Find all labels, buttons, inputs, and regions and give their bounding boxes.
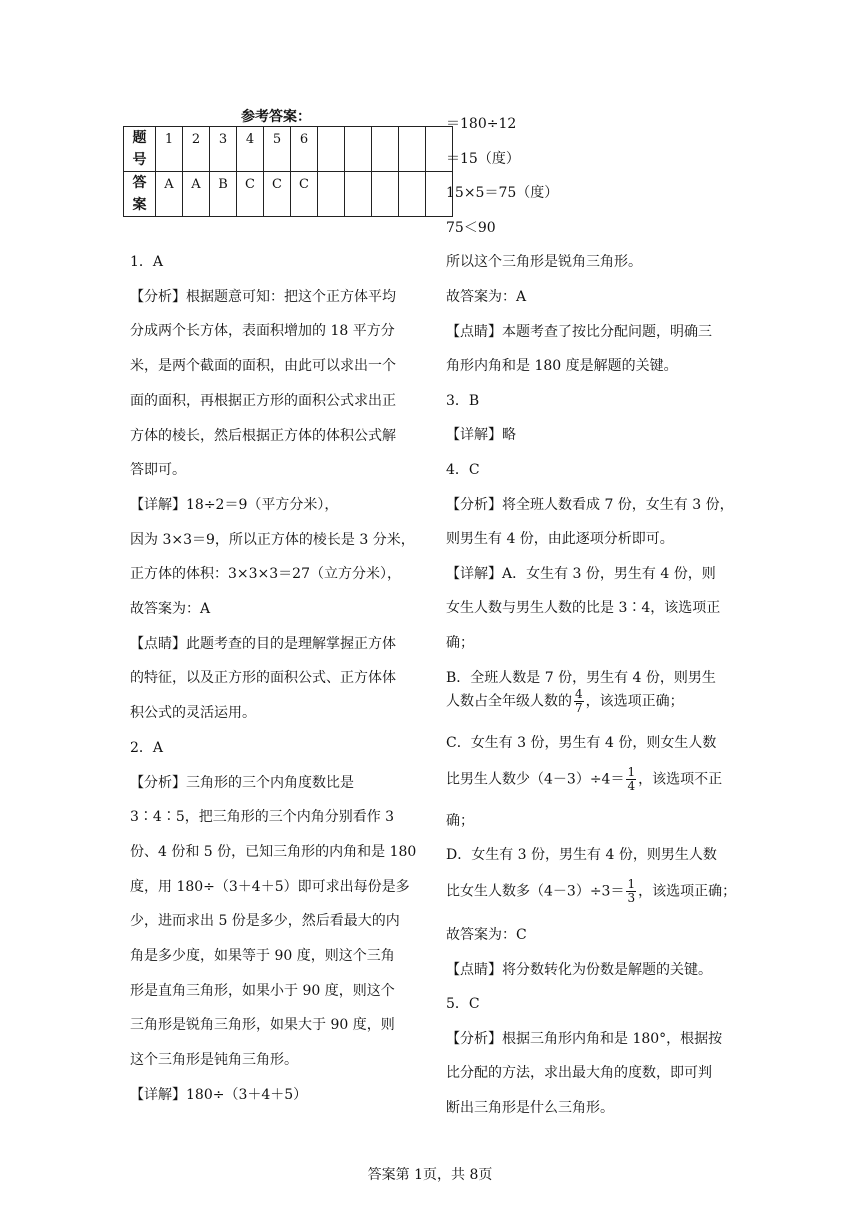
text-line: 【详解】A．女生有 3 份，男生有 4 份，则: [446, 565, 716, 582]
text-line: 【详解】略: [446, 427, 516, 444]
text-line-d1: D．女生有 3 份，男生有 4 份，则男生人数: [446, 847, 717, 863]
table-cell: [399, 172, 426, 217]
text-line: 断出三角形是什么三角形。: [446, 1100, 614, 1116]
table-cell: 2: [183, 127, 210, 172]
table-cell: C: [264, 172, 291, 217]
text-line: ＝15（度）: [446, 150, 520, 167]
header-number: 题 号: [124, 127, 156, 172]
text-line: 故答案为：C: [446, 927, 527, 943]
text-line: 所以这个三角形是锐角三角形。: [446, 254, 642, 271]
text-line-c1: C．女生有 3 份，男生有 4 份，则女生人数: [446, 735, 717, 751]
text-line: 15×5＝75（度）: [446, 185, 559, 202]
text-line: 则男生有 4 份，由此逐项分析即可。: [446, 531, 674, 548]
table-cell: 4: [237, 127, 264, 172]
text-line: 确；: [446, 635, 474, 651]
text-line: 因为 3×3＝9，所以正方体的棱长是 3 分米，: [130, 531, 415, 548]
table-cell: [345, 172, 372, 217]
text-line: 份、4 份和 5 份，已知三角形的内角和是 180: [130, 843, 417, 860]
table-cell: A: [156, 172, 183, 217]
text-line: 分成两个长方体，表面积增加的 18 平方分: [130, 323, 395, 340]
text-line: 三角形是锐角三角形，如果大于 90 度，则: [130, 1017, 395, 1034]
text-line: 故答案为：A: [446, 289, 527, 305]
text-line: 的特征，以及正方形的面积公式、正方体体: [130, 670, 396, 687]
table-cell: B: [210, 172, 237, 217]
text-line: 【点睛】此题考查的目的是理解掌握正方体: [130, 635, 396, 652]
text-line: 度，用 180÷（3＋4＋5）即可求出每份是多: [130, 878, 410, 895]
text-line: 这个三角形是钝角三角形。: [130, 1052, 298, 1069]
text-line: 4．C: [446, 462, 480, 478]
text-line: 比分配的方法，求出最大角的度数，即可判: [446, 1065, 712, 1082]
text-line: B．全班人数是 7 份，男生有 4 份，则男生: [446, 669, 716, 686]
table-cell: [318, 172, 345, 217]
text-line: 方体的棱长，然后根据正方体的体积公式解: [130, 427, 396, 444]
text-line: 【分析】将全班人数看成 7 份，女生有 3 份，: [446, 496, 734, 513]
text-line: 故答案为：A: [130, 601, 211, 617]
page-footer: 答案第 1页，共 8页: [367, 1167, 493, 1183]
text-line: 1．A: [130, 254, 164, 270]
table-cell: 3: [210, 127, 237, 172]
table-row-numbers: [124, 127, 453, 172]
text-line-d2: 比女生人数多（4－3）÷3＝ $\frac{1}{3}$ ，该选项正确；: [446, 877, 737, 905]
text-line-c2: 比男生人数少（4－3）÷4＝ $\frac{1}{4}$ ，该选项不正: [446, 765, 723, 793]
answer-title: 参考答案：: [241, 109, 311, 125]
text-line: ＝180÷12: [446, 116, 517, 132]
text-line: 米，是两个截面的面积，由此可以求出一个: [130, 358, 396, 375]
table-cell: 1: [156, 127, 183, 172]
text-line: 积公式的灵活运用。: [130, 705, 256, 722]
text-line-c3: 确；: [446, 813, 474, 829]
table-cell: [318, 127, 345, 172]
table-cell: [345, 127, 372, 172]
text-line: 女生人数与男生人数的比是 3∶4，该选项正: [446, 600, 721, 617]
text-line: 【点睛】本题考查了按比分配问题，明确三: [446, 323, 712, 340]
fraction: $\frac{1}{3}$: [627, 877, 636, 905]
table-cell: C: [291, 172, 318, 217]
text-line: 正方体的体积：3×3×3＝27（立方分米），: [130, 566, 401, 583]
text-line: 2．A: [130, 739, 164, 756]
text-line: 少，进而求出 5 份是多少，然后看最大的内: [130, 913, 400, 930]
table-cell: 5: [264, 127, 291, 172]
text-line: 角形内角和是 180 度是解题的关键。: [446, 358, 678, 375]
table-cell: [372, 172, 399, 217]
fraction: $\frac{4}{7}$: [575, 687, 583, 715]
header-answer: 答 案: [124, 172, 156, 217]
text-line: 5．C: [446, 996, 480, 1013]
text-line-b2: 人数占全年级人数的 $\frac{4}{7}$ ，该选项正确；: [446, 687, 684, 715]
text-line: 【点睛】将分数转化为份数是解题的关键。: [446, 961, 712, 978]
text-line: 【分析】三角形的三个内角度数比是: [130, 774, 354, 791]
text-line: 3．B: [446, 392, 480, 409]
text-line: 形是直角三角形，如果小于 90 度，则这个: [130, 982, 395, 999]
answer-table: [123, 126, 453, 217]
text-line: 75＜90: [446, 219, 496, 236]
table-cell: [372, 127, 399, 172]
table-cell: [399, 127, 426, 172]
text-line: 【详解】180÷（3＋4＋5）: [130, 1086, 308, 1103]
text-line: 【详解】18÷2＝9（平方分米），: [130, 496, 339, 513]
text-line: 面的面积，再根据正方形的面积公式求出正: [130, 392, 396, 409]
fraction: $\frac{1}{4}$: [627, 765, 636, 793]
text-line: 3∶4∶5，把三角形的三个内角分别看作 3: [130, 809, 395, 826]
table-cell: C: [237, 172, 264, 217]
text-line: 【分析】根据题意可知：把这个正方体平均: [130, 288, 396, 305]
table-row-answers: [124, 172, 453, 217]
text-line: 答即可。: [130, 462, 186, 479]
text-line: 【分析】根据三角形内角和是 180°，根据按: [446, 1030, 723, 1047]
table-cell: A: [183, 172, 210, 217]
table-cell: 6: [291, 127, 318, 172]
text-line: 角是多少度，如果等于 90 度，则这个三角: [130, 948, 395, 964]
